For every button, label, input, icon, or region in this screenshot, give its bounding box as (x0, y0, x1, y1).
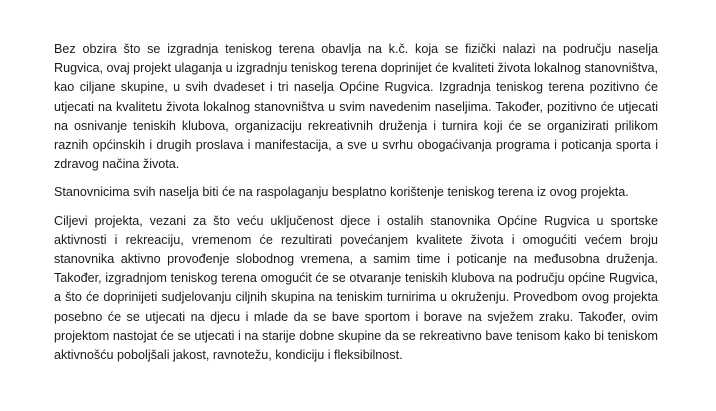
paragraph-1: Bez obzira što se izgradnja teniskog terena obavlja na k.č. koja se fizički nalazi na području naselja Rugvica, ovaj projekt ulaganja u izgradnju teniskog terena doprinijet će kvaliteti života lokalnog stanovništva, kao ciljane skupine, u svih dvadeset i tri naselja Općine Rugvica. Izgradnja teniskog terena pozitivno će utjecati na kvalitetu života lokalnog stanovništva u svim navedenim naseljima. Također, pozitivno će utjecati na osnivanje teniskih klubova, organizaciju rekreativnih druženja i turnira koji će se organizirati prilikom raznih općinskih i drugih proslava i manifestacija, a sve u svrhu obogaćivanja programa i poticanja sporta i zdravog načina života. (54, 42, 658, 172)
paragraph-3: Ciljevi projekta, vezani za što veću uključenost djece i ostalih stanovnika Općine Rugvica u sportske aktivnosti i rekreaciju, vremenom će rezultirati povećanjem kvalitete života i omogućiti većem broju stanovnika aktivno provođenje slobodnog vremena, a samim time i poticanje na međusobna druženja. Također, izgradnjom teniskog terena omogućit će se otvaranje teniskih klubova na području općine Rugvica, a što će doprinijeti sudjelovanju ciljnih skupina na teniskim turnirima u okruženju. Provedbom ovog projekta posebno će se utjecati na djecu i mlade da se bave sportom i borave na svježem zraku. Također, ovim projektom nastojat će se utjecati i na starije dobne skupine da se rekreativno bave tenisom kako bi teniskom aktivnošću poboljšali jakost, ravnotežu, kondiciju i fleksibilnost. (54, 213, 658, 363)
paragraph-2: Stanovnicima svih naselja biti će na raspolaganju besplatno korištenje teniskog terena iz ovog projekta. (54, 185, 629, 200)
document-body (54, 40, 658, 374)
